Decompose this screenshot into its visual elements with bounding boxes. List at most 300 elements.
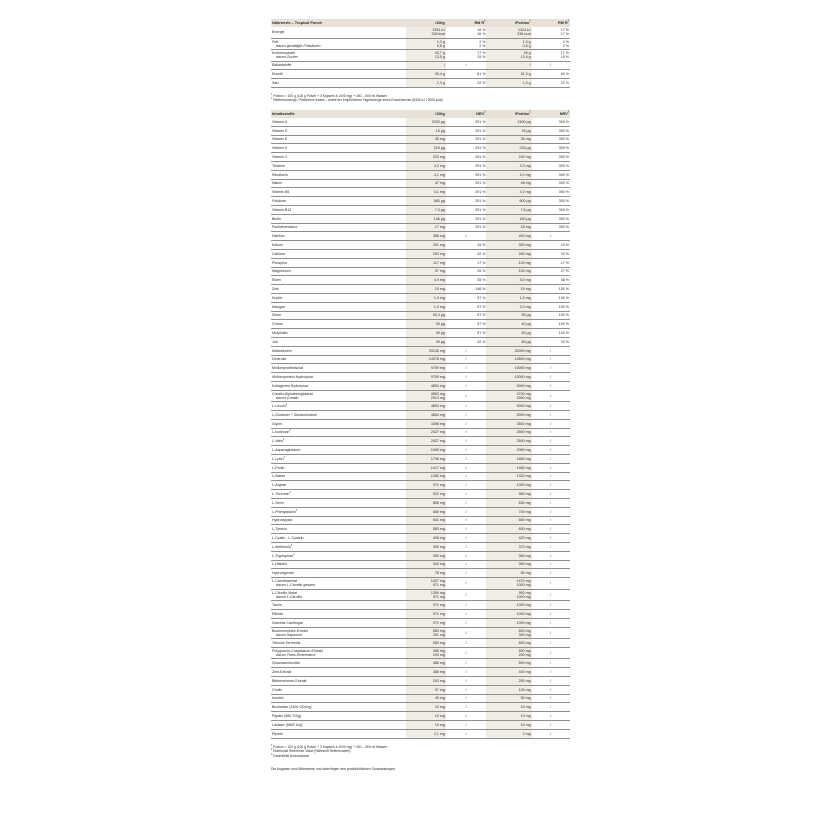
nutrient-name: L-Carnitintartrat [272,579,297,584]
footnote-marker: 2 [567,19,569,23]
per-portion-cell [486,179,531,188]
percent-portion-value: 100 % [558,313,569,318]
percent-portion-value: 300 % [558,137,569,142]
per-100g-cell [406,250,445,259]
per-100g-cell [406,118,445,126]
per-portion-cell [486,364,531,373]
per-portion-cell [486,250,531,259]
per-100g-cell [406,507,445,516]
percent-100g-cell [446,659,487,668]
percent-100g-cell [446,258,487,267]
percent-portion-cell [532,677,570,686]
per-100g-cell [406,126,445,135]
table-row [271,627,570,639]
per-portion-cell [486,455,531,464]
nutrient-name-cell [271,659,406,668]
nutrition-sheet [271,19,570,771]
table-row [271,507,570,516]
nutrient-name: Inositol [272,696,284,701]
percent-100g-cell [446,419,487,428]
nutrient-name: Thiamin [272,163,285,168]
table-row [271,668,570,677]
table-row [271,677,570,686]
percent-portion-cell [532,135,570,144]
percent-portion-value: / [550,366,552,371]
percent-portion-value: 150 % [558,287,569,292]
per-100g-subvalue: 13,5 g [434,55,445,60]
per-100g-cell [406,589,445,601]
percent-100g-cell [446,703,487,712]
per-portion-value: 2500 mg [516,439,531,444]
percent-100g-cell [446,364,487,373]
per-100g-cell [406,685,445,694]
per-portion-value: 40 µg [521,322,531,327]
nutrient-name: Hydroxylysin [272,518,293,523]
per-100g-value: 43,7 g [434,51,445,56]
percent-100g-value: / [465,63,467,68]
nutrient-name-cell [271,329,406,338]
nutrient-name: Eisen [272,278,281,283]
per-portion-subvalue: 3000 mg [516,396,531,401]
per-100g-cell [406,329,445,338]
per-100g-value: 350 mg [432,553,445,558]
nutrient-name: L-Leucin [272,404,286,409]
table-row [271,381,570,390]
nutrient-name: Maltodextrin [272,348,292,353]
percent-portion-value: / [550,518,552,523]
per-portion-cell [486,79,531,88]
per-portion-cell [486,373,531,382]
table-row [271,364,570,373]
nutrient-name-cell [271,206,406,215]
percent-100g-value: / [465,544,467,549]
per-100g-cell [406,481,445,490]
per-100g-cell [406,346,445,355]
percent-100g-value: 16 % [477,28,486,33]
nutrient-name: Polygonum-Cuspidatum-Extrakt [272,648,323,653]
table-row [271,329,570,338]
table-row [271,610,570,619]
per-100g-subvalue: 243 mg [432,653,445,658]
per-100g-value: 3,2 mg [433,163,445,168]
nutrient-subname: davon L-Carnitin gesamt [276,583,316,588]
per-100g-cell [406,402,445,411]
percent-100g-value: / [465,404,467,409]
percent-100g-value: / [465,722,467,727]
percent-portion-cell [532,703,570,712]
per-100g-value: 1282 mg [430,474,445,479]
nutrient-subname: davon Creatin [276,396,299,401]
footnote-marker: 3 [282,438,285,442]
per-100g-value: 2,1 mg [433,731,445,736]
nutrient-name: L-Prolin [272,465,285,470]
per-portion-cell [486,61,531,70]
percent-100g-value: / [465,553,467,558]
per-portion-cell [486,346,531,355]
percent-100g-value: 2 % [479,39,486,44]
percent-100g-cell [446,381,487,390]
per-portion-value: 240 mg [518,155,531,160]
table-row [271,411,570,420]
per-portion-value: 300 mg [518,243,531,248]
percent-portion-cell [532,490,570,499]
percent-100g-value: / [465,670,467,674]
table-row [271,516,570,525]
per-portion-value: 400 mg [518,234,531,239]
percent-portion-cell [532,659,570,668]
percent-100g-value: 97 % [477,304,486,309]
percent-100g-value: 97 % [477,322,486,327]
percent-portion-cell [532,258,570,267]
column-header-label: NRV [476,111,485,116]
per-portion-cell [486,206,531,215]
nutrient-name: L-Alanin [272,474,286,479]
nutrient-name: Mangan [272,304,285,309]
per-100g-cell [406,223,445,232]
nutrient-name-cell [271,267,406,276]
percent-100g-value: / [465,421,467,426]
percent-portion-cell [532,302,570,311]
percent-100g-value: 291 % [475,137,486,142]
per-100g-value: 15 mg [434,287,445,292]
column-header-label: RM R [474,20,485,25]
percent-100g-cell [446,455,487,464]
per-portion-cell [486,118,531,126]
per-100g-cell [406,285,445,294]
per-portion-subvalue: 336 kcal [517,32,531,37]
per-portion-cell [486,402,531,411]
per-100g-value: 1,0 mg [433,295,445,300]
percent-portion-value: / [550,527,552,532]
nutrient-name: Molkenproteinisolat [272,366,303,371]
per-portion-cell [486,534,531,543]
percent-portion-value: / [550,630,552,635]
per-portion-value: 55 µg [521,313,531,318]
percent-100g-value: 35 % [477,278,486,283]
per-portion-cell [486,38,531,50]
percent-portion-value: 300 % [558,128,569,133]
table-row [271,499,570,508]
nutrient-name-cell [271,437,406,446]
per-100g-value: 291 mg [432,243,445,248]
nutrient-name: Kalium [272,243,283,248]
per-100g-cell [406,153,445,162]
percent-100g-cell [446,27,487,38]
percent-portion-value: 300 % [558,207,569,212]
percent-100g-value: / [465,562,467,567]
percent-portion-value: / [550,562,552,567]
per-100g-value: 49 mg [434,696,445,701]
nutrient-subname: davon Trans-Resveratrol [276,653,316,658]
nutrient-name-cell [271,285,406,294]
per-100g-cell [406,472,445,481]
nutrient-name-cell [271,543,406,552]
table-row [271,267,570,276]
percent-100g-cell [446,525,487,534]
per-100g-value: 4854 mg [430,412,445,417]
per-100g-value: 583 µg [433,199,445,204]
percent-100g-value: 26 % [477,269,486,274]
nutrient-name: Garcinia Cambogia [272,620,303,625]
per-portion-value: 10 mg [520,705,531,710]
per-100g-cell [406,206,445,215]
per-100g-value: 3398 mg [430,421,445,426]
percent-100g-value: 17 % [477,260,486,265]
per-portion-value: 4,2 mg [519,172,531,177]
nutrient-name-cell [271,250,406,259]
percent-100g-value: 291 % [475,190,486,195]
per-portion-value: 14500 mg [514,357,531,362]
per-100g-cell [406,214,445,223]
per-100g-value: 17 mg [434,225,445,230]
nutrient-name: Vitamin E [272,137,288,142]
nutrient-name: Glycin [272,421,282,426]
per-100g-cell [406,294,445,303]
footnote [271,98,570,103]
table-row [271,373,570,382]
percent-portion-cell [532,610,570,619]
percent-100g-cell [446,589,487,601]
per-portion-cell [486,490,531,499]
percent-portion-cell [532,179,570,188]
percent-portion-cell [532,285,570,294]
column-header-label: /100g [435,20,445,25]
nutrient-name-cell [271,179,406,188]
per-portion-cell [486,302,531,311]
percent-100g-value: / [465,678,467,683]
per-portion-cell [486,729,531,738]
nutrient-name-cell [271,311,406,320]
nutrient-name: Piperin [272,731,284,736]
nutrient-name: Bromelain (2400 GDU/g) [272,705,312,710]
per-portion-cell [486,411,531,420]
nutrient-name: Bittermelonen-Extrakt [272,678,307,683]
per-portion-cell [486,481,531,490]
table-row [271,694,570,703]
percent-portion-cell [532,294,570,303]
per-100g-cell [406,320,445,329]
per-100g-cell [406,61,445,70]
per-100g-cell [406,144,445,153]
per-100g-value: 78 mg [434,571,445,576]
percent-100g-value: / [465,383,467,388]
footnote-marker: 3 [295,508,298,512]
per-portion-value: 370 mg [518,544,531,549]
per-100g-cell [406,79,445,88]
per-portion-cell [486,329,531,338]
nutrient-name-cell [271,481,406,490]
nutrient-name: Pantothensäure [272,225,298,230]
per-portion-value: 600 mg [518,640,531,645]
per-portion-cell [486,276,531,285]
per-portion-value: 2050 mg [516,448,531,453]
per-portion-cell [486,639,531,648]
nutrient-name-cell [271,499,406,508]
percent-100g-value: / [465,492,467,497]
percent-100g-value: 32 % [477,251,486,256]
per-100g-value: 117 mg [433,260,445,265]
nutrient-name-cell [271,144,406,153]
per-100g-value: 4854 mg [430,383,445,388]
table-row [271,618,570,627]
table-row [271,197,570,206]
per-portion-subvalue: 250 mg [518,653,531,658]
percent-100g-cell [446,627,487,639]
nutrient-name-cell [271,525,406,534]
nutrient-name-cell [271,214,406,223]
per-portion-value: 225 µg [519,146,531,151]
percent-100g-cell [446,206,487,215]
nutrient-name: Laktase (5800 U/g) [272,722,303,727]
nutrient-name: L-Arginin [272,483,287,488]
percent-portion-value: / [550,404,552,409]
per-portion-cell [486,170,531,179]
nutrient-name-cell [271,258,406,267]
nutrient-name: Zimt-Extrakt [272,670,292,674]
percent-portion-cell [532,578,570,590]
per-100g-value: 4854 mg [430,404,445,409]
percent-100g-value: / [465,651,467,656]
percent-100g-value: 17 % [477,51,486,56]
percent-100g-cell [446,144,487,153]
nutrient-name: Cholin [272,687,283,692]
per-portion-value: 15 µg [521,128,531,133]
per-100g-cell [406,446,445,455]
percent-portion-value: / [550,430,552,435]
per-portion-value: 100 mg [518,687,531,692]
percent-100g-value: 22 % [477,80,486,85]
table-row [271,285,570,294]
per-100g-subvalue: 291 mg [432,632,445,637]
percent-100g-cell [446,402,487,411]
percent-portion-value: 100 % [558,331,569,335]
per-100g-value: 971 mg [432,483,445,488]
column-header [406,110,445,118]
per-portion-cell [486,589,531,601]
nutrient-name: L-Glutamin + Glutaminsäure [272,412,318,417]
table-row [271,179,570,188]
column-header [486,19,531,27]
percent-100g-cell [446,647,487,659]
nutrient-subname: davon Zucker [276,55,298,60]
percent-100g-value: / [465,348,467,353]
percent-portion-value: 300 % [558,155,569,160]
percent-portion-cell [532,419,570,428]
per-portion-value: 10 mg [520,722,531,727]
per-100g-cell [406,338,445,347]
per-100g-value: 641 mg [432,518,445,523]
percent-100g-value: 15 % [477,243,486,248]
percent-100g-value: / [465,611,467,616]
percent-portion-cell [532,153,570,162]
percent-100g-cell [446,601,487,610]
percent-100g-value: / [465,474,467,479]
nutrient-name-cell [271,302,406,311]
per-100g-cell [406,50,445,62]
per-100g-cell [406,302,445,311]
percent-portion-value: / [550,492,552,497]
percent-portion-cell [532,223,570,232]
column-header [532,19,570,27]
per-portion-value: 7,5 µg [520,207,531,212]
per-portion-value: 2,0 mg [519,304,531,309]
per-portion-value: 30000 mg [514,348,531,353]
percent-100g-cell [446,232,487,241]
percent-100g-cell [446,428,487,437]
percent-100g-value: 291 % [475,172,486,177]
per-100g-cell [406,355,445,364]
percent-100g-cell [446,560,487,569]
ingredients-table [271,110,570,739]
per-100g-cell [406,703,445,712]
percent-portion-cell [532,437,570,446]
column-header [486,110,531,118]
column-header-label: RM R [557,20,568,25]
percent-100g-value: / [465,393,467,398]
table-row [271,685,570,694]
nutrient-name: Kollagenes Hydrolysat [272,383,308,388]
per-portion-cell [486,197,531,206]
table-row [271,250,570,259]
nutrient-name: Ribose [272,611,284,616]
per-100g-cell [406,543,445,552]
percent-portion-value: / [550,731,552,736]
nutrient-name-cell [271,647,406,659]
percent-100g-cell [446,355,487,364]
percent-100g-value: / [465,483,467,488]
percent-portion-value: 33 % [560,339,569,344]
nutrient-subname: davon L-Citrullin [276,594,302,599]
nutrient-name-cell [271,153,406,162]
per-portion-value: 1000 mg [516,483,531,488]
nutrient-name: L-Methionin [272,544,291,549]
nutrient-name: Chrom [272,322,283,327]
nutrient-name: Magnesium [272,269,291,274]
table-row [271,712,570,721]
percent-100g-cell [446,214,487,223]
per-portion-value: 350 mg [518,562,531,567]
per-portion-value: 360 mg [518,553,531,558]
per-portion-value: / [529,63,531,68]
per-portion-cell [486,70,531,79]
percent-portion-value: / [550,553,552,558]
per-100g-value: 14078 mg [428,357,445,362]
per-100g-cell [406,390,445,402]
percent-portion-cell [532,569,570,578]
per-100g-value: 1359 mg [430,590,445,595]
percent-100g-subvalue: 15 % [477,55,486,60]
percent-portion-cell [532,241,570,250]
percent-100g-cell [446,285,487,294]
per-portion-value: 50 µg [521,339,531,344]
percent-100g-value: / [465,687,467,692]
nutrient-name-cell [271,560,406,569]
per-100g-subvalue: 971 mg [432,583,445,588]
percent-portion-cell [532,364,570,373]
percent-100g-subvalue: 2 % [479,43,486,48]
percent-portion-cell [532,647,570,659]
footnote-marker: 2 [484,110,486,114]
percent-portion-value: 63 % [560,72,569,77]
table-row [271,311,570,320]
nutrient-name-cell [271,694,406,703]
percent-100g-value: / [465,366,467,371]
per-portion-value: 1000 mg [516,620,531,625]
per-100g-value: 4,1 mg [433,172,445,177]
table-row [271,601,570,610]
per-portion-cell [486,294,531,303]
per-portion-value: 260 mg [518,251,531,256]
